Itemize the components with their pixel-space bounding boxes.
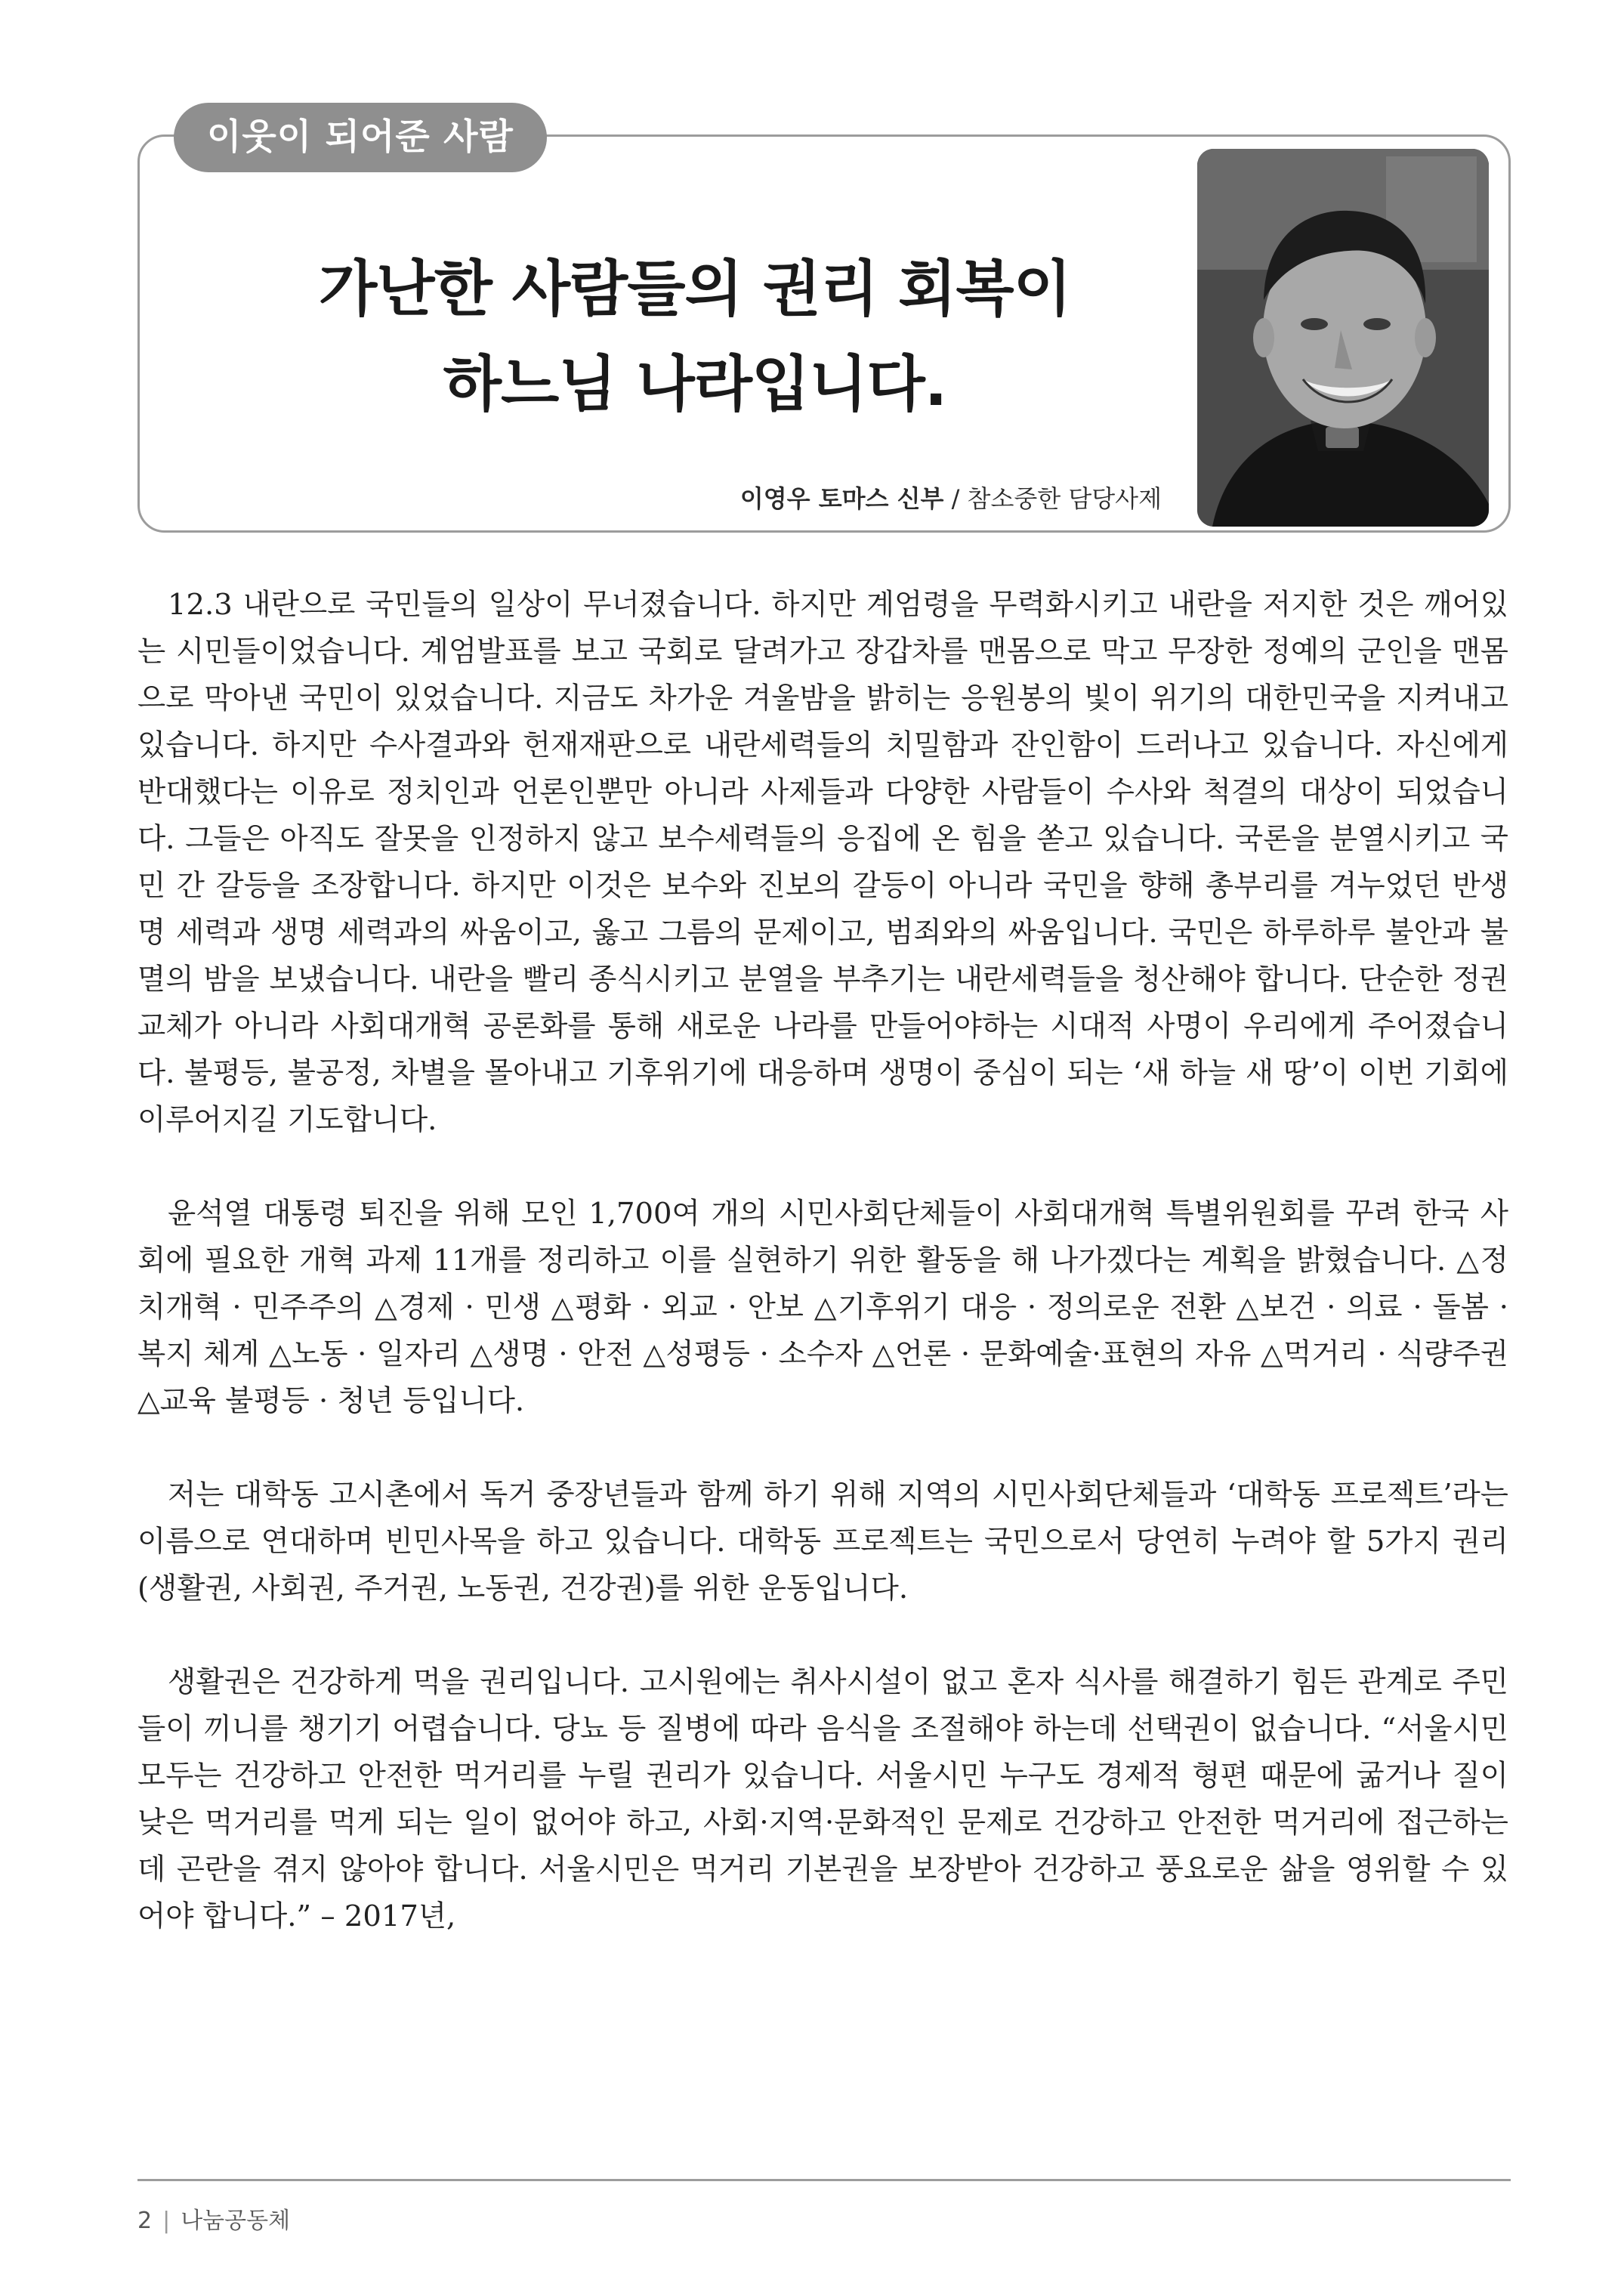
paragraph-2: 윤석열 대통령 퇴진을 위해 모인 1,700여 개의 시민사회단체들이 사회대개혁 특별위원회를 꾸려 한국 사회에 필요한 개혁 과제 11개를 정리하고 이를 실현하기 위한 활동을 해 나가겠다는 계획을 밝혔습니다. △정치개혁 · 민주주의 △경제 · 민생 △평화 · 외교 · 안보 △기후위기 대응 · 정의로운 전환 △보건 · 의료 · 돌봄 · 복지 체계 △노동 · 일자리 △생명 · 안전 △성평등 · 소수자 △언론 · 문화예술·표현의 자유 △먹거리 · 식량주권 △교육 불평등 · 청년 등입니다.: [137, 1197, 1508, 1418]
paragraph-4: 생활권은 건강하게 먹을 권리입니다. 고시원에는 취사시설이 없고 혼자 식사를 해결하기 힘든 관계로 주민들이 끼니를 챙기기 어렵습니다. 당뇨 등 질병에 따라 음식을 조절해야 하는데 선택권이 없습니다. “서울시민 모두는 건강하고 안전한 먹거리를 누릴 권리가 있습니다. 서울시민 누구도 경제적 형편 때문에 굶거나 질이 낮은 먹거리를 먹게 되는 일이 없어야 하고, 사회·지역·문화적인 문제로 건강하고 안전한 먹거리에 접근하는 데 곤란을 겪지 않아야 합니다. 서울시민은 먹거리 기본권을 보장받아 건강하고 풍요로운 삶을 영위할 수 있어야 합니다.” – 2017년,: [137, 1665, 1508, 1933]
section-tab: 이웃이 되어준 사람: [174, 103, 547, 172]
footer-separator: |: [162, 2208, 171, 2234]
paragraph-1: 12.3 내란으로 국민들의 일상이 무너졌습니다. 하지만 계엄령을 무력화시키고 내란을 저지한 것은 깨어있는 시민들이었습니다. 계엄발표를 보고 국회로 달려가고 장갑차를 맨몸으로 막고 무장한 정예의 군인을 맨몸으로 막아낸 국민이 있었습니다. 지금도 차가운 겨울밤을 밝히는 응원봉의 빛이 위기의 대한민국을 지켜내고 있습니다. 하지만 수사결과와 헌재재판으로 내란세력들의 치밀함과 잔인함이 드러나고 있습니다. 자신에게 반대했다는 이유로 정치인과 언론인뿐만 아니라 사제들과 다양한 사람들이 수사와 척결의 대상이 되었습니다. 그들은 아직도 잘못을 인정하지 않고 보수세력들의 응집에 온 힘을 쏟고 있습니다. 국론을 분열시키고 국민 간 갈등을 조장합니다. 하지만 이것은 보수와 진보의 갈등이 아니라 국민을 향해 총부리를 겨누었던 반생명 세력과 생명 세력과의 싸움이고, 옳고 그름의 문제이고, 범죄와의 싸움입니다. 국민은 하루하루 불안과 불멸의 밤을 보냈습니다. 내란을 빨리 종식시키고 분열을 부추기는 내란세력들을 청산해야 합니다. 단순한 정권교체가 아니라 사회대개혁 공론화를 통해 새로운 나라를 만들어야하는 시대적 사명이 우리에게 주어졌습니다. 불평등, 불공정, 차별을 몰아내고 기후위기에 대응하며 생명이 중심이 되는 ‘새 하늘 새 땅’이 이번 기회에 이루어지길 기도합니다.: [137, 588, 1508, 1137]
byline-separator: /: [943, 484, 968, 513]
page-number: 2: [137, 2208, 153, 2234]
paragraph-3: 저는 대학동 고시촌에서 독거 중장년들과 함께 하기 위해 지역의 시민사회단체들과 ‘대학동 프로젝트’라는 이름으로 연대하며 빈민사목을 하고 있습니다. 대학동 프로젝트는 국민으로서 당연히 누려야 할 5가지 권리(생활권, 사회권, 주거권, 노동권, 건강권)를 위한 운동입니다.: [137, 1478, 1508, 1605]
headline: [227, 242, 1163, 432]
byline-name: 이영우 토마스 신부: [739, 484, 944, 513]
portrait-illustration: [1197, 149, 1489, 527]
publication-name: 나눔공동체: [181, 2208, 291, 2234]
footer-divider: [137, 2179, 1511, 2181]
byline: [740, 476, 1162, 521]
headline-line-2: 하느님 나라입니다.: [443, 349, 947, 419]
byline-role: 참소중한 담당사제: [967, 484, 1162, 513]
article-body: [137, 582, 1508, 1987]
priest-portrait-photo: [1197, 149, 1489, 527]
page-footer: [137, 2202, 290, 2240]
headline-line-1: 가난한 사람들의 권리 회복이: [319, 254, 1071, 324]
